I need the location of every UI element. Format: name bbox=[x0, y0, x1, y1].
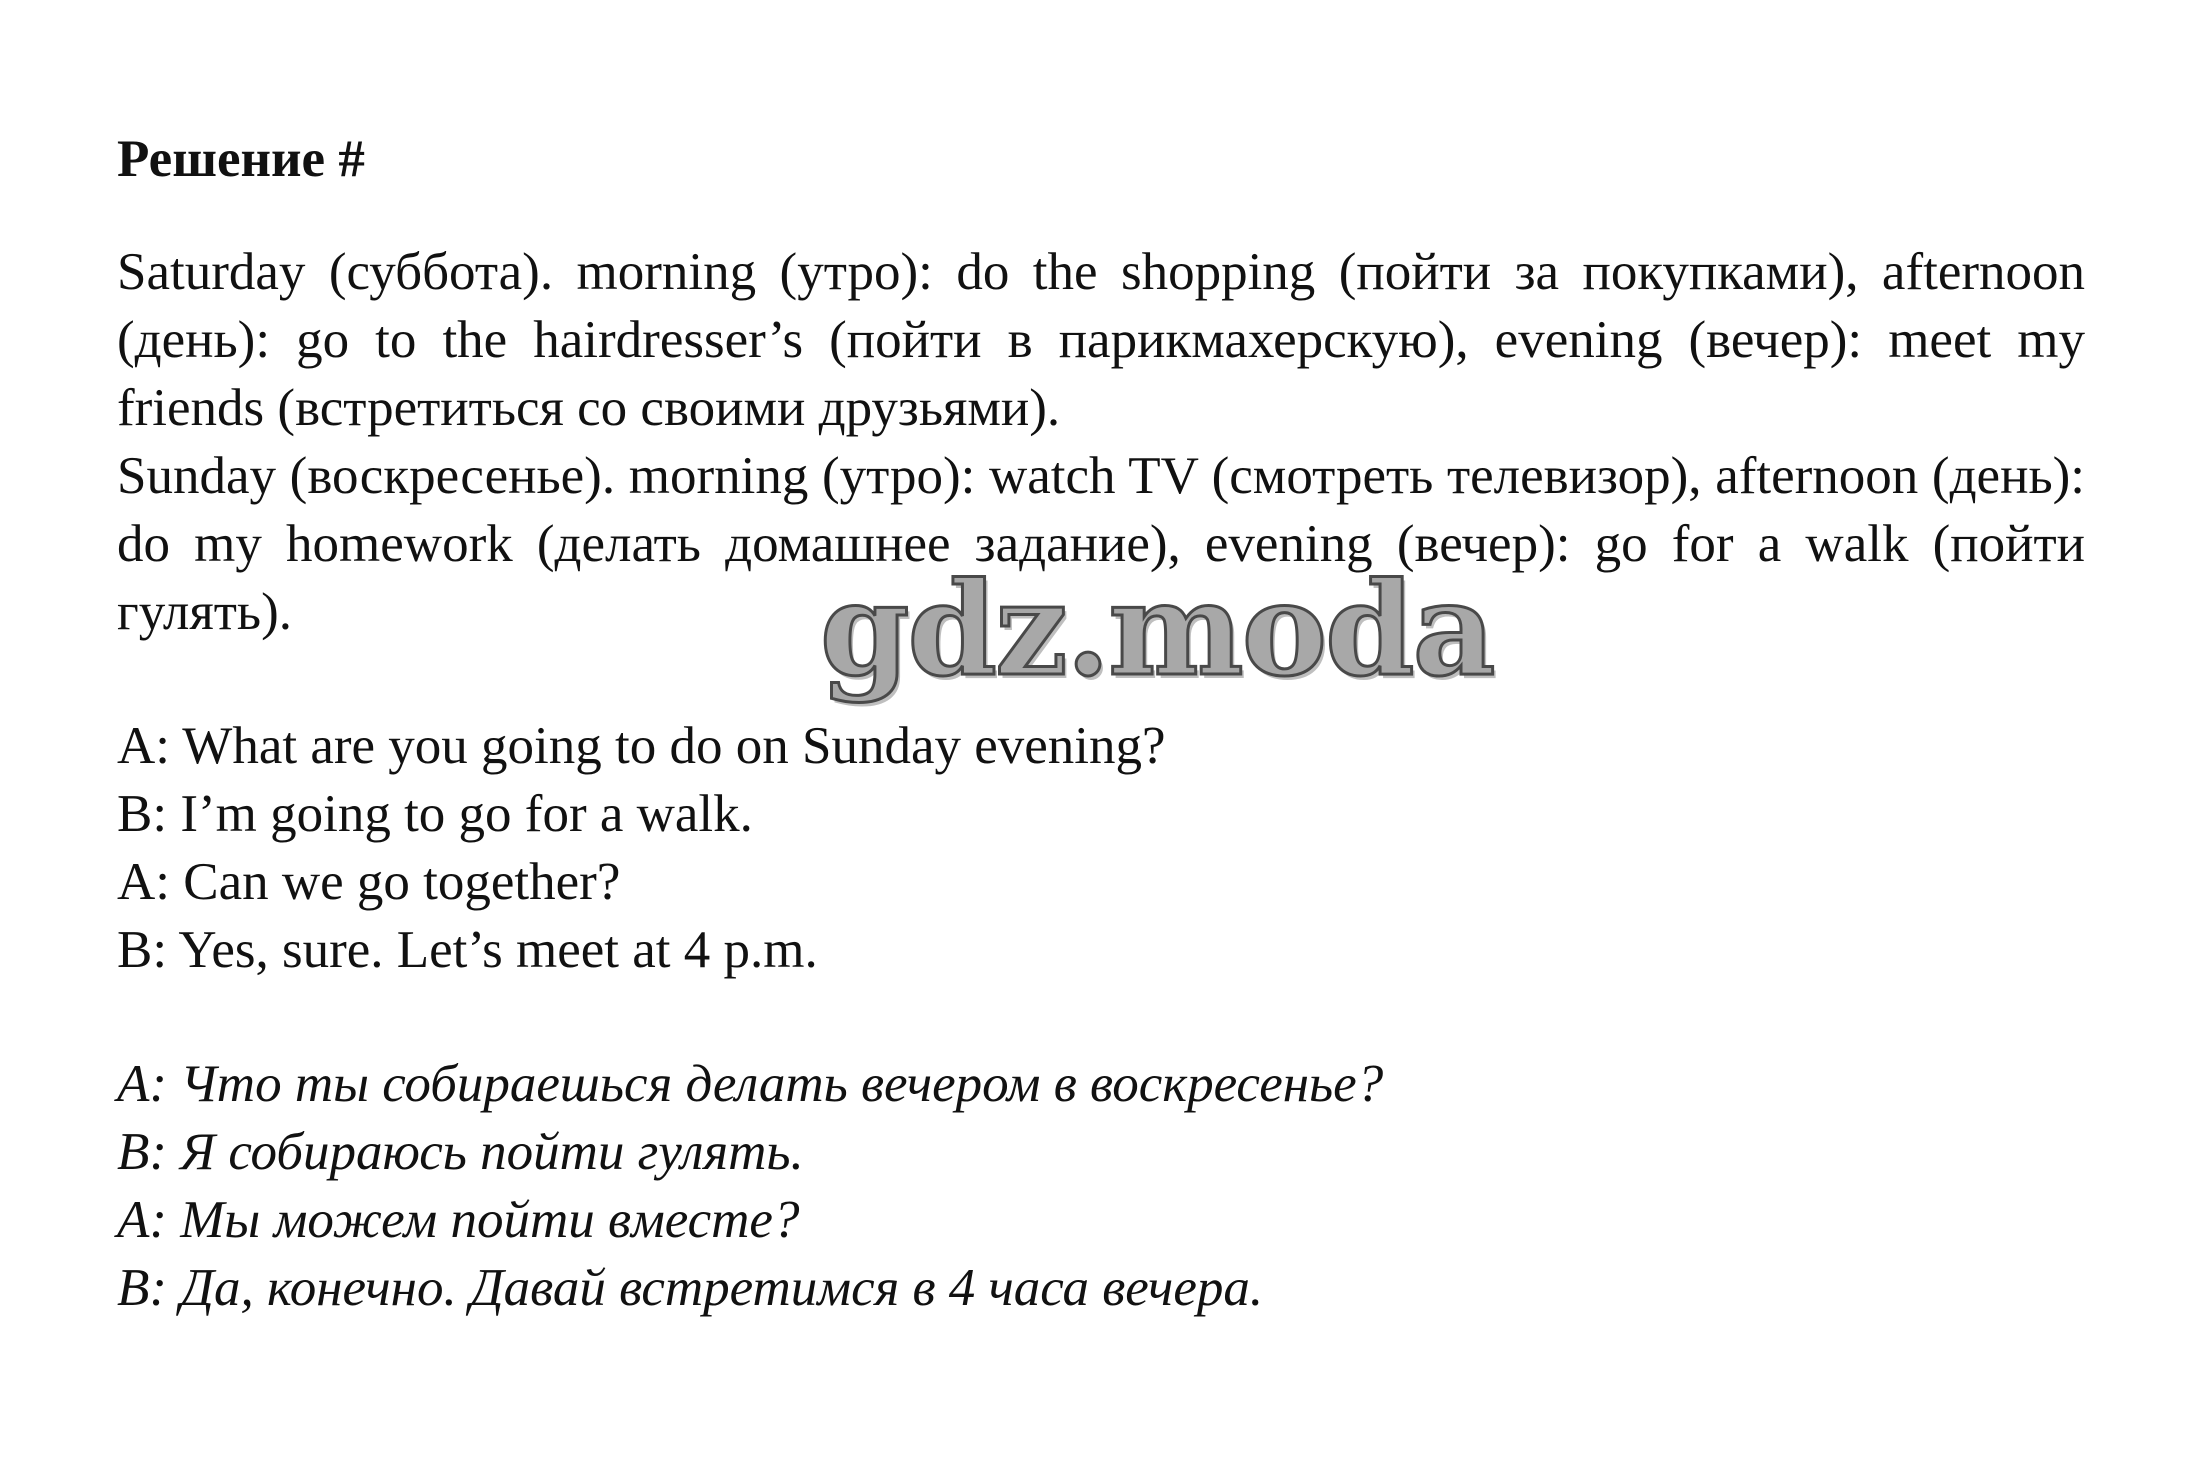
dialog-line: A: What are you going to do on Sunday evening? bbox=[117, 717, 1166, 775]
english-dialog bbox=[117, 712, 1166, 984]
dialog-line: B: Я собираюсь пойти гулять. bbox=[117, 1123, 804, 1181]
solution-heading: Решение # bbox=[117, 130, 365, 188]
document-page bbox=[117, 0, 2085, 1478]
dialog-line: B: Да, конечно. Давай встретимся в 4 часа вечера. bbox=[117, 1259, 1264, 1317]
russian-dialog bbox=[117, 1050, 1383, 1322]
dialog-line: B: Yes, sure. Let’s meet at 4 p.m. bbox=[117, 921, 818, 979]
sunday-paragraph: Sunday (воскресенье). morning (утро): watch TV (смотреть телевизор), afternoon (день): do my homework (делать домашнее задание), evening (вечер): go for a walk (пойти гулять). bbox=[117, 447, 2085, 641]
site-watermark: gdz.moda bbox=[820, 555, 1494, 705]
saturday-paragraph: Saturday (суббота). morning (утро): do the shopping (пойти за покупками), afternoon (день): go to the hairdresser’s (пойти в парикмахерскую), evening (вечер): meet my friends (встретиться со своими друзьями). bbox=[117, 243, 2085, 437]
dialog-line: A: Что ты собираешься делать вечером в воскресенье? bbox=[117, 1055, 1384, 1113]
dialog-line: B: I’m going to go for a walk. bbox=[117, 785, 753, 843]
dialog-line: A: Can we go together? bbox=[117, 853, 621, 911]
dialog-line: A: Мы можем пойти вместе? bbox=[117, 1191, 800, 1249]
